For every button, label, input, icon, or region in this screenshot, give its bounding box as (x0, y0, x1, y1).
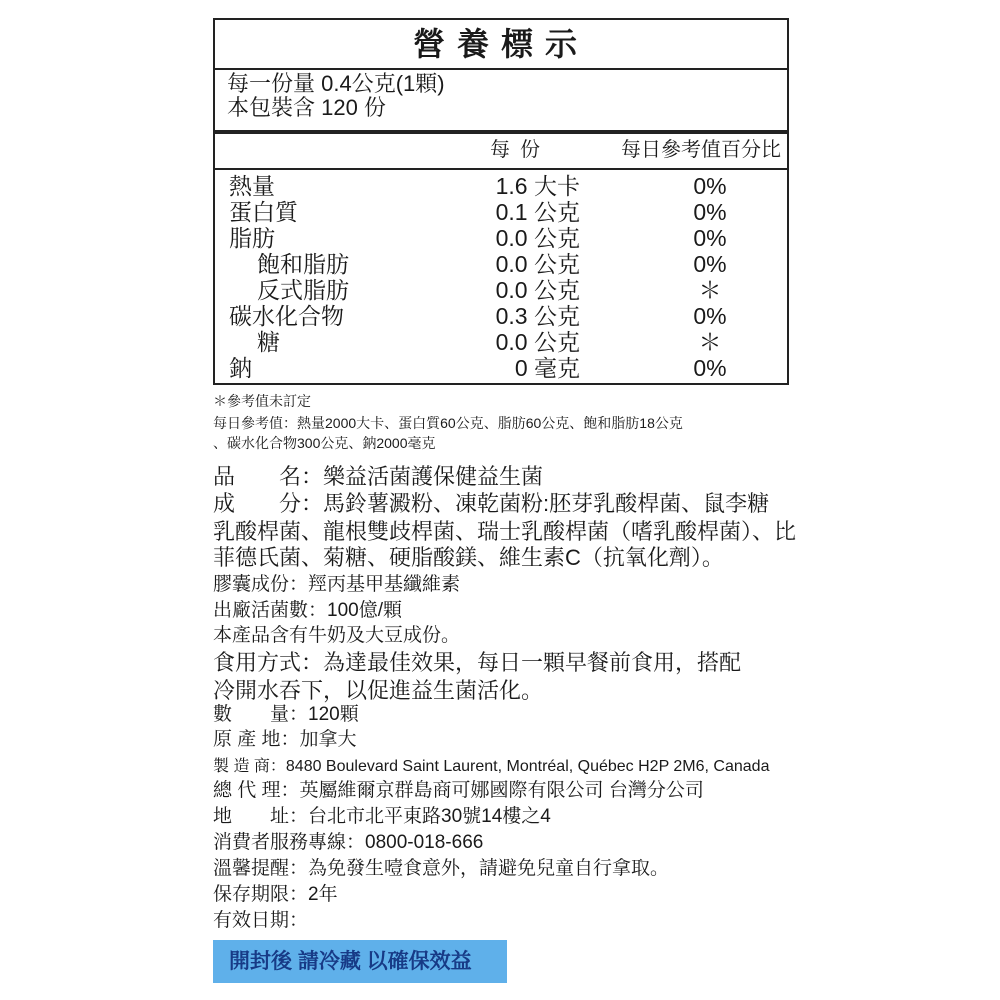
nutrient-daily-pct: ＊ (698, 277, 722, 303)
nutrient-value: 0.1 公克 (495, 199, 580, 225)
nutrient-daily-pct: 0% (693, 355, 727, 381)
serving-size: 每一份量 0.4公克(1顆) (227, 71, 445, 96)
col-per-serving: 每份 (490, 139, 550, 161)
nutrient-label: 反式脂肪 (257, 277, 349, 303)
nutrient-row (215, 355, 787, 381)
nutrient-label: 脂肪 (229, 225, 275, 251)
nutrient-row (215, 199, 787, 225)
nutrient-label: 飽和脂肪 (257, 251, 349, 277)
nutrient-label: 糖 (257, 329, 280, 355)
info-line: 本產品含有牛奶及大豆成份。 (213, 625, 461, 646)
info-line: 保存期限：2年 (213, 884, 338, 905)
info-line: 地 址：台北市北平東路30號14樓之4 (213, 806, 551, 827)
nutrient-label: 碳水化合物 (229, 303, 344, 329)
info-line: 出廠活菌數：100億/顆 (213, 600, 402, 621)
nutrient-daily-pct: ＊ (698, 329, 722, 355)
nutrient-value: 0 毫克 (514, 355, 580, 381)
info-line: 膠囊成份：羥丙基甲基纖維素 (213, 574, 461, 595)
info-line: 數 量：120顆 (213, 704, 359, 725)
serving-info (227, 72, 445, 120)
nutrient-row (215, 251, 787, 277)
table-header (215, 130, 787, 170)
nutrient-value: 0.0 公克 (495, 329, 580, 355)
nutrient-row (215, 303, 787, 329)
nutrient-label: 蛋白質 (229, 199, 298, 225)
nutrient-value: 0.0 公克 (495, 251, 580, 277)
info-line: 菲德氏菌、菊糖、硬脂酸鎂、維生素C（抗氧化劑）。 (213, 545, 724, 570)
info-line: 成 分：馬鈴薯澱粉、凍乾菌粉:胚芽乳酸桿菌、鼠李糖 (213, 491, 770, 516)
info-line: 有效日期： (213, 910, 309, 931)
info-line: 品 名：樂益活菌護保健益生菌 (213, 464, 544, 489)
nutrition-facts-table (213, 18, 789, 385)
info-line: 製 造 商：8480 Boulevard Saint Laurent, Montréal, Québec H2P 2M6, Canada (213, 758, 770, 775)
nutrient-label: 鈉 (229, 355, 252, 381)
note-line: 每日參考值：熱量2000大卡、蛋白質60公克、脂肪60公克、飽和脂肪18公克 (213, 415, 683, 431)
nutrient-daily-pct: 0% (693, 303, 727, 329)
nutrient-daily-pct: 0% (693, 251, 727, 277)
info-line: 冷開水吞下，以促進益生菌活化。 (213, 678, 544, 703)
info-line: 食用方式：為達最佳效果，每日一顆早餐前食用，搭配 (213, 650, 742, 675)
col-daily-value: 每日參考值百分比 (621, 139, 781, 161)
nutrient-row (215, 173, 787, 199)
info-line: 原 產 地：加拿大 (213, 729, 357, 750)
note-line: 、碳水化合物300公克、鈉2000毫克 (213, 435, 436, 451)
nutrition-title: 營養標示 (215, 20, 787, 70)
nutrient-value: 0.0 公克 (495, 225, 580, 251)
info-line: 總 代 理：英屬維爾京群島商可娜國際有限公司 台灣分公司 (213, 780, 704, 801)
info-line: 溫馨提醒：為免發生噎食意外，請避免兒童自行拿取。 (213, 858, 670, 879)
info-line: 消費者服務專線：0800-018-666 (213, 832, 484, 853)
nutrient-rows (215, 173, 787, 381)
info-line: 乳酸桿菌、龍根雙歧桿菌、瑞士乳酸桿菌（嗜乳酸桿菌）、比 (213, 519, 797, 544)
nutrient-daily-pct: 0% (693, 199, 727, 225)
nutrient-value: 0.3 公克 (495, 303, 580, 329)
refrigerate-banner: 開封後 請冷藏 以確保效益 (213, 940, 507, 983)
nutrient-daily-pct: 0% (693, 225, 727, 251)
nutrient-daily-pct: 0% (693, 173, 727, 199)
note-line: ＊參考值未訂定 (213, 393, 311, 409)
nutrient-value: 0.0 公克 (495, 277, 580, 303)
nutrient-row (215, 329, 787, 355)
servings-per-package: 本包裝含 120 份 (227, 95, 386, 120)
nutrient-label: 熱量 (229, 173, 275, 199)
nutrient-row (215, 225, 787, 251)
nutrient-value: 1.6 大卡 (495, 173, 580, 199)
nutrient-row (215, 277, 787, 303)
